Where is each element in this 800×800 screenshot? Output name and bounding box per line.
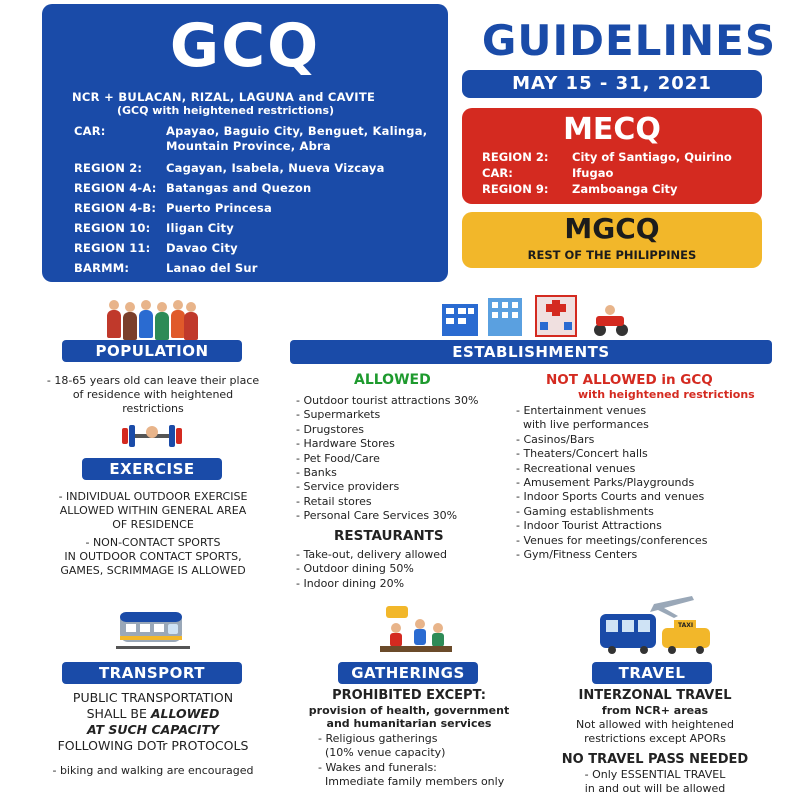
list-item: - Amusement Parks/Playgrounds (516, 476, 695, 490)
region-places: Iligan City (166, 221, 234, 235)
dumbbell-icon (120, 420, 184, 452)
exercise-line: GAMES, SCRIMMAGE IS ALLOWED (60, 564, 246, 577)
list-item: - Outdoor dining 50% (296, 562, 414, 576)
list-item: - Service providers (296, 480, 400, 494)
region-name: REGION 4-A: (74, 181, 157, 195)
list-item: (10% venue capacity) (318, 746, 446, 760)
list-item: - Drugstores (296, 422, 364, 436)
population-line: of residence with heightened (72, 388, 234, 401)
list-item: - Retail stores (296, 494, 372, 508)
region-name: REGION 2: (482, 150, 549, 164)
not-allowed-list (516, 404, 707, 562)
travel-title-2: NO TRAVEL PASS NEEDED (561, 752, 749, 767)
list-item: - Outdoor tourist attractions 30% (296, 394, 479, 407)
exercise-header: EXERCISE (82, 458, 222, 480)
gcq-region-row (74, 221, 436, 236)
region-places: City of Santiago, Quirino (572, 150, 732, 164)
establishments-header: ESTABLISHMENTS (290, 340, 772, 364)
travel-text-2 (540, 768, 770, 796)
gatherings-subtitle-line: and humanitarian services (326, 717, 492, 730)
taxi-label: TAXI (678, 622, 694, 629)
travel-line: Not allowed with heightened (576, 718, 734, 731)
gatherings-subtitle (300, 704, 518, 730)
region-places: Davao City (166, 241, 238, 255)
not-allowed-title: NOT ALLOWED in GCQ (546, 372, 713, 388)
gcq-region-row (74, 124, 436, 154)
region-places: Puerto Princesa (166, 201, 272, 215)
travel-title-sub: from NCR+ areas (601, 704, 709, 717)
gcq-region-row (74, 241, 436, 256)
train-icon (116, 606, 190, 654)
mecq-title: MECQ (563, 112, 661, 147)
mgcq-title: MGCQ (564, 212, 660, 245)
transport-text (24, 690, 282, 754)
transport-line (24, 706, 282, 722)
exercise-line: ALLOWED WITHIN GENERAL AREA (59, 504, 247, 517)
gcq-region-row (74, 161, 436, 176)
gatherings-list (318, 732, 504, 790)
list-item: - Take-out, delivery allowed (296, 548, 448, 561)
region-name: REGION 10: (74, 221, 151, 235)
mgcq-panel (462, 212, 762, 268)
gatherings-title: PROHIBITED EXCEPT: (332, 688, 486, 703)
exercise-text-2 (24, 536, 282, 578)
gcq-region-row (74, 181, 436, 196)
region-name: REGION 11: (74, 241, 151, 255)
exercise-text-1 (24, 490, 282, 532)
list-item: - Wakes and funerals: (318, 760, 437, 774)
travel-header: TRAVEL (592, 662, 712, 684)
list-item: - Indoor Sports Courts and venues (516, 490, 705, 504)
list-item: - Personal Care Services 30% (296, 509, 458, 523)
exercise-line: OF RESIDENCE (112, 518, 194, 531)
list-item: - Supermarkets (296, 408, 381, 422)
list-item: - Entertainment venues (516, 404, 647, 417)
population-text (24, 374, 282, 416)
list-item: - Indoor Tourist Attractions (516, 519, 662, 533)
people-icon (106, 300, 198, 338)
list-item: - Gaming establishments (516, 504, 654, 518)
region-name: REGION 4-B: (74, 201, 157, 215)
guidelines-title: GUIDELINES (481, 16, 777, 65)
gcq-region-row (74, 201, 436, 216)
mecq-panel (462, 108, 762, 204)
restaurants-title: RESTAURANTS (334, 528, 444, 544)
travel-text (540, 718, 770, 746)
population-line: restrictions (122, 402, 184, 415)
travel-line: restrictions except APORs (584, 732, 726, 745)
gatherings-subtitle-line: provision of health, government (308, 704, 510, 717)
list-item: - Gym/Fitness Centers (516, 548, 638, 562)
mecq-region-row (482, 182, 678, 196)
gcq-title: GCQ (169, 11, 321, 81)
mgcq-subtitle: REST OF THE PHILIPPINES (527, 248, 697, 262)
allowed-title: ALLOWED (354, 372, 431, 388)
transport-line: FOLLOWING DOTr PROTOCOLS (57, 738, 249, 753)
exercise-line: - NON-CONTACT SPORTS (85, 536, 221, 549)
travel-icon (594, 590, 714, 656)
allowed-list (296, 394, 478, 524)
restaurants-list (296, 548, 447, 591)
gcq-subtitle: NCR + BULACAN, RIZAL, LAGUNA and CAVITE (72, 90, 376, 104)
region-name: CAR: (74, 124, 106, 138)
transport-line: AT SUCH CAPACITY (86, 722, 220, 737)
transport-line-part: SHALL BE (86, 706, 151, 721)
region-name: BARMM: (74, 261, 130, 275)
list-item: - Pet Food/Care (296, 451, 380, 465)
travel-line: in and out will be allowed (584, 782, 726, 795)
list-item: with live performances (516, 418, 649, 432)
mecq-region-row (482, 166, 613, 180)
meeting-icon (376, 604, 456, 656)
transport-header: TRANSPORT (62, 662, 242, 684)
not-allowed-subtitle: with heightened restrictions (578, 388, 755, 401)
region-places: Ifugao (572, 166, 614, 180)
list-item: - Religious gatherings (318, 732, 438, 745)
list-item: - Theaters/Concert halls (516, 447, 648, 461)
list-item: - Indoor dining 20% (296, 576, 405, 590)
buildings-icon (440, 294, 630, 338)
transport-note: - biking and walking are encouraged (52, 764, 254, 777)
list-item: - Venues for meetings/conferences (516, 533, 708, 547)
region-places: Zamboanga City (572, 182, 678, 196)
region-places: Apayao, Baguio City, Benguet, Kalinga, Mountain Province, Abra (166, 124, 428, 153)
date-range: MAY 15 - 31, 2021 (462, 70, 762, 98)
region-name: REGION 9: (482, 182, 549, 196)
region-name: CAR: (482, 166, 513, 180)
list-item: - Hardware Stores (296, 437, 395, 451)
region-places: Lanao del Sur (166, 261, 258, 275)
exercise-line: IN OUTDOOR CONTACT SPORTS, (64, 550, 242, 563)
mecq-region-row (482, 150, 732, 164)
gcq-subtitle-note: (GCQ with heightened restrictions) (117, 104, 335, 117)
population-line: - 18-65 years old can leave their place (46, 374, 260, 387)
travel-line: - Only ESSENTIAL TRAVEL (584, 768, 726, 781)
region-places: Cagayan, Isabela, Nueva Vizcaya (166, 161, 385, 175)
list-item: Immediate family members only (318, 775, 505, 789)
gatherings-header: GATHERINGS (338, 662, 478, 684)
region-places: Batangas and Quezon (166, 181, 312, 195)
transport-line-emph: ALLOWED (150, 706, 220, 721)
list-item: - Casinos/Bars (516, 432, 595, 446)
list-item: - Banks (296, 466, 337, 480)
region-name: REGION 2: (74, 161, 143, 175)
transport-line: PUBLIC TRANSPORTATION (72, 690, 234, 705)
gcq-region-row (74, 261, 436, 276)
exercise-line: - INDIVIDUAL OUTDOOR EXERCISE (58, 490, 248, 503)
travel-title: INTERZONAL TRAVEL (578, 688, 732, 703)
list-item: - Recreational venues (516, 461, 636, 475)
gcq-panel (42, 4, 448, 282)
population-header: POPULATION (62, 340, 242, 362)
